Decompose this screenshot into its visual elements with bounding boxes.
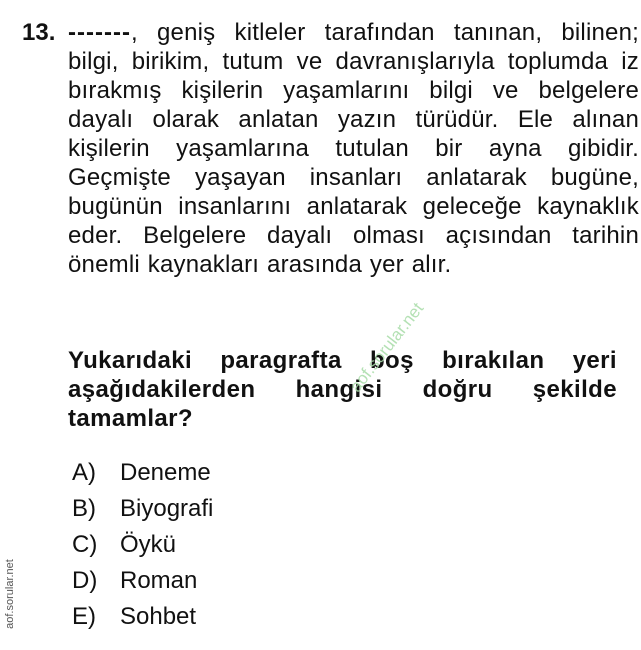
option-letter: B) (72, 495, 96, 522)
side-watermark-text: aof.sorular.net (4, 559, 16, 629)
option-text: Biyografi (120, 495, 214, 522)
option-e[interactable] (72, 599, 213, 635)
option-text: Deneme (120, 459, 211, 486)
question-body: , geniş kitleler tarafından tanınan, bilinen; bilgi, birikim, tutum ve davranışlarıyla toplumda iz bırakmış kişilerin yaşamlarını bilgi ve belgelere dayalı olarak anlatan yazın türüdür. Ele alınan kişilerin yaşamlarına tutulan bir ayna gibidir. Geçmişte yaşayan insanları anlatarak bugüne, bugünün insanlarını anlatarak geleceğe kaynaklık eder. Belgelere dayalı olması açısından tarihin önemli kaynakları arasında yer alır. (68, 19, 639, 278)
question-number: 13. (22, 19, 56, 46)
option-letter: D) (72, 567, 98, 594)
question-paragraph (68, 18, 639, 279)
diagonal-watermark: aof.sorular.net (346, 299, 428, 396)
option-a[interactable] (72, 455, 213, 491)
option-text: Öykü (120, 531, 177, 558)
answer-options (72, 455, 213, 635)
question-prompt: Yukarıdaki paragrafta boş bırakılan yeri aşağıdakilerden hangisi doğru şekilde tamamlar? (68, 347, 617, 432)
option-text: Roman (120, 567, 198, 594)
option-letter: C) (72, 531, 98, 558)
option-letter: A) (72, 459, 96, 486)
option-text: Sohbet (120, 603, 197, 630)
option-letter: E) (72, 603, 96, 630)
option-c[interactable] (72, 527, 213, 563)
side-watermark (4, 538, 16, 650)
blank-placeholder: ------- (68, 19, 131, 46)
option-d[interactable] (72, 563, 213, 599)
option-b[interactable] (72, 491, 213, 527)
